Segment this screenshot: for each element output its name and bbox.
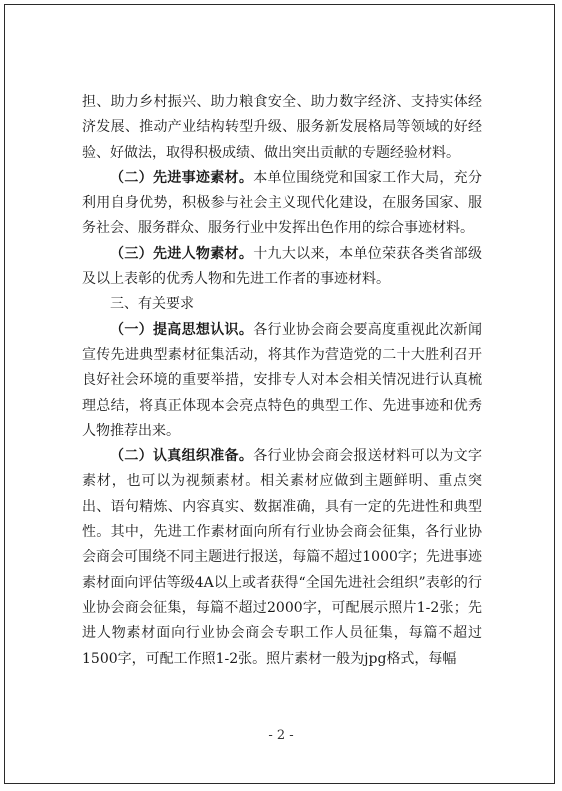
paragraph-lead: （二）认真组织准备。 [110, 448, 254, 465]
paragraph-advanced-persons [82, 242, 482, 293]
paragraph-continuation [82, 90, 482, 166]
paragraph-lead: （二）先进事迹素材。 [110, 169, 254, 186]
paragraph-raise-awareness [82, 318, 482, 444]
paragraph-text: 本单位围绕党和国家工作大局，充分利用自身优势，积极参与社会主义现代化建设，在服务国家、服务社会、服务群众、服务行业中发挥出色作用的综合事迹材料。 [82, 169, 483, 237]
paragraph-advanced-deeds [82, 166, 482, 242]
document-body [82, 90, 482, 672]
paragraph-text: 各行业协会商会报送材料可以为文字素材，也可以为视频素材。相关素材应做到主题鲜明、重点突出、语句精炼、内容真实、数据准确，具有一定的先进性和典型性。其中，先进工作素材面向所有行业协会商会征集，各行业协会商会可围绕不同主题进行报送，每篇不超过1000字；先进事迹素材面向评估等级4A以上或者获得“全国先进社会组织”表彰的行业协会商会征集，每篇不超过2000字，可配展示照片1-2张；先进人物素材面向行业协会商会专职工作人员征集，每篇不超过1500字，可配工作照1-2张。照片素材一般为jpg格式，每幅 [82, 448, 483, 667]
section-heading: 三、有关要求 [110, 296, 194, 313]
paragraph-organize-preparation [82, 444, 482, 672]
page-number: - 2 - [268, 728, 294, 743]
paragraph-text: 各行业协会商会要高度重视此次新闻宣传先进典型素材征集活动，将其作为营造党的二十大胜利召开良好社会环境的重要举措，安排专人对本会相关情况进行认真梳理总结，将真正体现本会亮点特色的典型工作、先进事迹和优秀人物推荐出来。 [82, 321, 483, 439]
paragraph-text: 十九大以来，本单位荣获各类省部级及以上表彰的优秀人物和先进工作者的事迹材料。 [82, 245, 483, 288]
paragraph-lead: （一）提高思想认识。 [110, 321, 254, 338]
paragraph-lead: （三）先进人物素材。 [110, 245, 254, 262]
paragraph-text: 担、助力乡村振兴、助力粮食安全、助力数字经济、支持实体经济发展、推动产业结构转型升级、服务新发展格局等领域的好经验、好做法，取得积极成绩、做出突出贡献的专题经验材料。 [82, 94, 482, 161]
